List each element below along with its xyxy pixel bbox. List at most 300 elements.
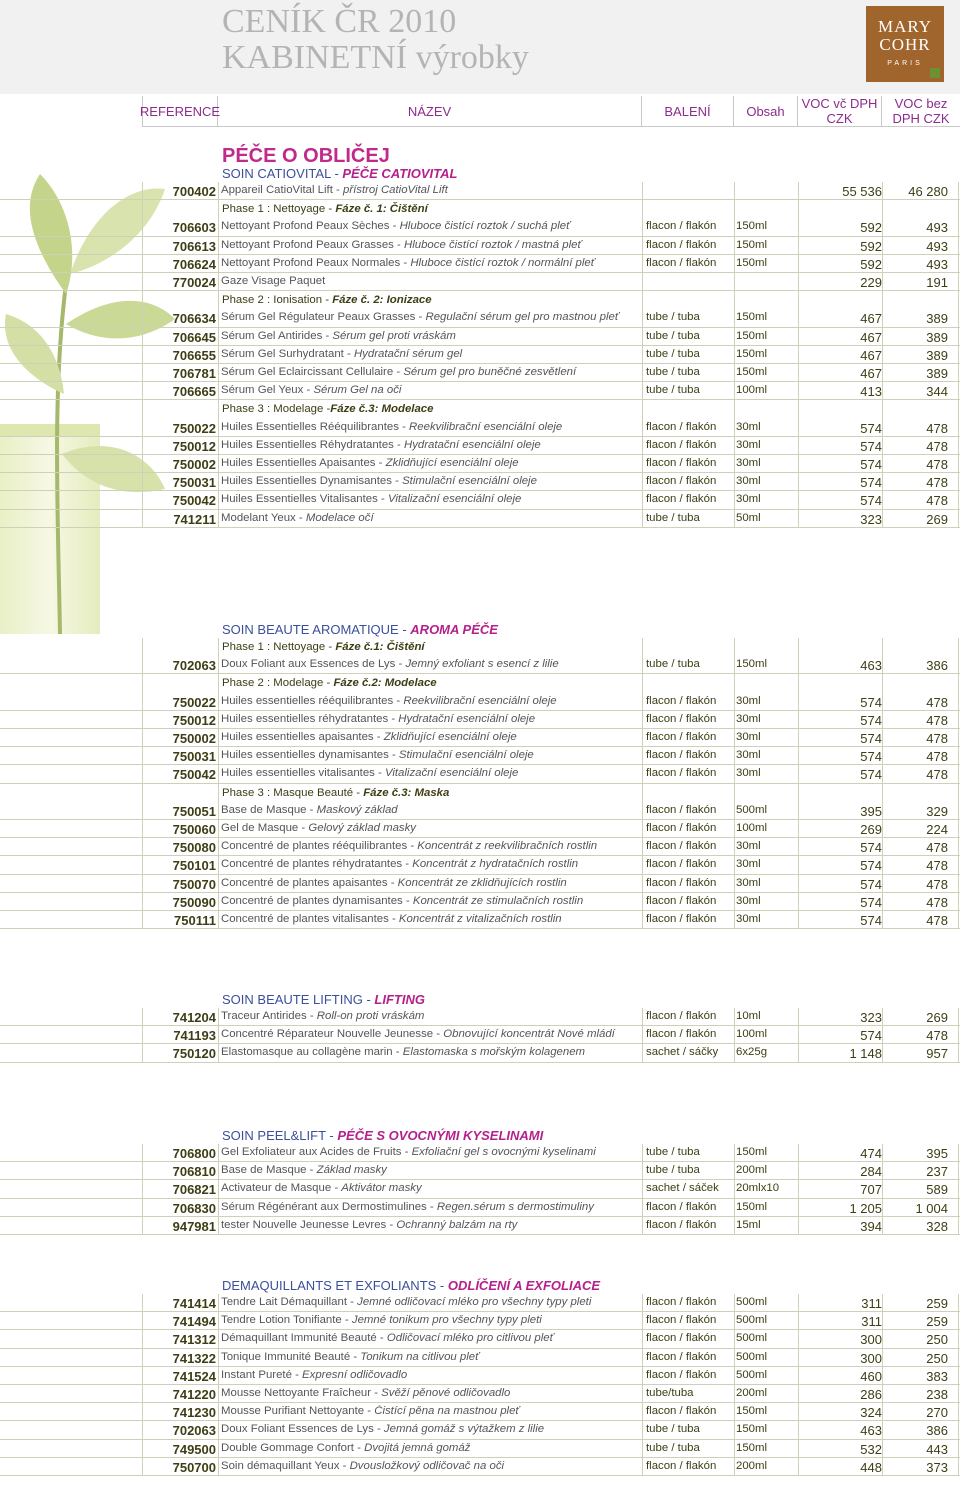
column-rule [734, 182, 735, 528]
pack-cell: flacon / flakón [646, 803, 717, 816]
price-incl-vat-cell: 592 [860, 256, 882, 272]
price-excl-vat-cell: 386 [926, 658, 948, 674]
pack-cell: flacon / flakón [646, 712, 717, 725]
reference-cell: 741220 [172, 1387, 216, 1402]
column-rule [142, 1294, 143, 1476]
price-incl-vat-cell: 574 [860, 438, 882, 454]
table-row [0, 1458, 960, 1476]
price-incl-vat-cell: 592 [860, 220, 882, 236]
pack-cell: flacon / flakón [646, 876, 717, 889]
reference-cell: 750090 [172, 894, 216, 910]
content-cell: 500ml [736, 1314, 768, 1327]
column-rule [218, 1294, 219, 1476]
column-rule [218, 1144, 219, 1235]
pack-cell: flacon / flakón [646, 1010, 717, 1022]
product-name-cell: Instant Pureté - Expresní odličovadlo [221, 1368, 408, 1381]
column-header-voc-excl: VOC bez DPH CZK [892, 96, 950, 126]
column-rule [142, 638, 143, 929]
price-incl-vat-cell: 574 [860, 694, 882, 710]
price-incl-vat-cell: 395 [860, 803, 882, 819]
table-row [0, 1440, 960, 1458]
reference-cell: 750060 [172, 822, 216, 837]
table-row [0, 255, 960, 273]
content-cell: 30ml [736, 731, 761, 743]
product-name-cell: Base de Masque - Maskový základ [221, 803, 398, 816]
price-excl-vat-cell: 191 [926, 275, 948, 290]
reference-cell: 741312 [172, 1332, 216, 1348]
content-cell: 30ml [736, 894, 761, 907]
product-name-cell: Huiles Essentielles Réhydratantes - Hydratační esenciální oleje [221, 438, 541, 451]
section-title: SOIN BEAUTE AROMATIQUE - AROMA PÉČE [222, 622, 498, 637]
pack-cell: flacon / flakón [646, 475, 717, 488]
content-cell: 150ml [736, 366, 768, 378]
product-name-cell: Tendre Lait Démaquillant - Jemné odličovací mléko pro všechny typy pleti [221, 1296, 592, 1308]
reference-cell: 706821 [172, 1182, 216, 1198]
header-divider [142, 126, 960, 127]
pack-cell: flacon / flakón [646, 420, 717, 433]
table-row [0, 1026, 960, 1044]
pack-cell: tube / tuba [646, 1423, 700, 1436]
product-name-cell: Huiles essentielles rééquilibrantes - Reekvilibrační esenciální oleje [221, 694, 557, 707]
content-cell: 150ml [736, 347, 768, 360]
price-excl-vat-cell: 478 [926, 475, 948, 491]
table-row [0, 1421, 960, 1439]
price-excl-vat-cell: 389 [926, 329, 948, 345]
reference-cell: 741204 [172, 1010, 216, 1025]
product-name-cell: Concentré Réparateur Nouvelle Jeunesse - Obnovující koncentrát Nové mládí [221, 1028, 615, 1041]
pack-cell: flacon / flakón [646, 731, 717, 743]
product-name-cell: Sérum Gel Yeux - Sérum Gel na oči [221, 384, 402, 397]
price-incl-vat-cell: 324 [860, 1405, 882, 1421]
pack-cell: tube / tuba [646, 329, 700, 342]
table-row [0, 1367, 960, 1385]
price-excl-vat-cell: 250 [926, 1332, 948, 1348]
column-rule [882, 1294, 883, 1476]
price-excl-vat-cell: 269 [926, 511, 948, 527]
column-rule [798, 1144, 799, 1235]
pack-cell: flacon / flakón [646, 858, 717, 871]
price-excl-vat-cell: 1 004 [915, 1200, 948, 1216]
content-cell: 30ml [736, 712, 761, 725]
price-excl-vat-cell: 478 [926, 876, 948, 892]
page-heading [222, 4, 529, 76]
reference-cell: 706613 [172, 238, 216, 254]
reference-cell: 741230 [172, 1405, 216, 1421]
product-name-cell: Tendre Lotion Tonifiante - Jemné tonikum pro všechny typy pleti [221, 1314, 542, 1327]
table-row [0, 419, 960, 437]
pack-cell: flacon / flakón [646, 438, 717, 451]
column-rule [142, 1144, 143, 1235]
product-name-cell: Doux Foliant aux Essences de Lys - Jemný exfoliant s esencí z lilie [221, 658, 559, 671]
pack-cell: tube / tuba [646, 347, 700, 360]
product-name-cell: Gel de Masque - Gelový základ masky [221, 822, 416, 834]
column-rule [642, 1294, 643, 1476]
price-excl-vat-cell: 589 [926, 1182, 948, 1198]
content-cell: 150ml [736, 658, 768, 671]
price-excl-vat-cell: 478 [926, 913, 948, 928]
reference-cell: 750022 [172, 694, 216, 710]
content-cell: 500ml [736, 1350, 768, 1363]
column-rule [218, 182, 219, 528]
pack-cell: flacon / flakón [646, 1332, 717, 1345]
product-name-cell: Nettoyant Profond Peaux Sèches - Hluboce čistící roztok / suchá pleť [221, 220, 571, 233]
pack-cell: flacon / flakón [646, 822, 717, 834]
table-row [0, 1403, 960, 1421]
column-rule [882, 1008, 883, 1063]
content-cell: 150ml [736, 238, 768, 251]
price-excl-vat-cell: 389 [926, 347, 948, 363]
section-title: SOIN CATIOVITAL - PÉČE CATIOVITAL [222, 166, 458, 181]
price-incl-vat-cell: 574 [860, 493, 882, 509]
pack-cell: flacon / flakón [646, 894, 717, 907]
pack-cell: tube / tuba [646, 366, 700, 378]
product-name-cell: Huiles Essentielles Vitalisantes - Vitalizační esenciální oleje [221, 493, 522, 506]
pack-cell: flacon / flakón [646, 1459, 717, 1472]
reference-cell: 750002 [172, 457, 216, 472]
table-row [0, 309, 960, 327]
price-incl-vat-cell: 574 [860, 420, 882, 436]
table-row [0, 820, 960, 838]
reference-cell: 706800 [172, 1146, 216, 1161]
price-incl-vat-cell: 300 [860, 1332, 882, 1348]
product-name-cell: Sérum Régénérant aux Dermostimulines - Regen.sérum s dermostimuliny [221, 1200, 594, 1213]
content-cell: 30ml [736, 475, 761, 488]
column-rule [734, 638, 735, 929]
content-cell: 30ml [736, 840, 761, 853]
product-name-cell: Huiles Essentielles Rééquilibrantes - Reekvilibrační esenciální oleje [221, 420, 563, 433]
phase-heading: Phase 2 : Ionisation - Fáze č. 2: Ionizace [222, 294, 432, 307]
table-row [0, 237, 960, 255]
pack-cell: flacon / flakón [646, 1350, 717, 1363]
reference-cell: 750031 [172, 475, 216, 491]
reference-cell: 706655 [172, 347, 216, 363]
column-rule [958, 638, 959, 929]
reference-cell: 741524 [172, 1368, 216, 1384]
table-row [0, 1349, 960, 1367]
content-cell: 20mlx10 [736, 1182, 780, 1195]
reference-cell: 706810 [172, 1164, 216, 1180]
table-row [0, 747, 960, 765]
price-incl-vat-cell: 55 536 [842, 184, 882, 199]
price-excl-vat-cell: 373 [926, 1459, 948, 1475]
section-title: DEMAQUILLANTS ET EXFOLIANTS - ODLÍČENÍ A EXFOLIACE [222, 1278, 601, 1293]
content-cell: 6x25g [736, 1046, 768, 1059]
price-incl-vat-cell: 463 [860, 658, 882, 674]
price-incl-vat-cell: 467 [860, 329, 882, 345]
reference-cell: 706645 [172, 329, 216, 345]
content-cell: 500ml [736, 803, 768, 816]
column-rule [142, 1008, 143, 1063]
content-cell: 500ml [736, 1296, 768, 1308]
column-header-name: NÁZEV [218, 96, 642, 126]
reference-cell: 947981 [172, 1218, 216, 1234]
pack-cell: flacon / flakón [646, 767, 717, 780]
product-name-cell: Huiles Essentielles Dynamisantes - Stimulační esenciální oleje [221, 475, 537, 488]
reference-cell: 702063 [172, 1423, 216, 1439]
price-excl-vat-cell: 46 280 [908, 184, 948, 199]
section-title: SOIN BEAUTE LIFTING - LIFTING [222, 992, 425, 1007]
content-cell: 50ml [736, 511, 761, 524]
column-rule [798, 1294, 799, 1476]
price-incl-vat-cell: 467 [860, 311, 882, 327]
table-row [0, 273, 960, 291]
price-excl-vat-cell: 259 [926, 1296, 948, 1311]
content-cell: 30ml [736, 767, 761, 780]
product-name-cell: Concentré de plantes réhydratantes - Koncentrát z hydratačních rostlin [221, 858, 579, 871]
page-title: PÉČE O OBLIČEJ [222, 145, 390, 167]
table-row [0, 1330, 960, 1348]
price-excl-vat-cell: 478 [926, 894, 948, 910]
heading-line-1: CENÍK ČR 2010 [222, 3, 457, 40]
table-row [0, 911, 960, 929]
price-excl-vat-cell: 957 [926, 1046, 948, 1062]
price-excl-vat-cell: 478 [926, 438, 948, 454]
reference-cell: 706781 [172, 366, 216, 381]
price-excl-vat-cell: 493 [926, 238, 948, 254]
product-name-cell: Huiles essentielles dynamisantes - Stimulační esenciální oleje [221, 749, 534, 762]
column-rule [882, 638, 883, 929]
column-rule [958, 1294, 959, 1476]
product-name-cell: Nettoyant Profond Peaux Normales - Hluboce čistící roztok / normální pleť [221, 256, 595, 269]
table-row [0, 1144, 960, 1162]
pack-cell: flacon / flakón [646, 493, 717, 506]
price-incl-vat-cell: 284 [860, 1164, 882, 1180]
price-incl-vat-cell: 323 [860, 1010, 882, 1025]
pack-cell: flacon / flakón [646, 749, 717, 762]
reference-cell: 750002 [172, 731, 216, 746]
pack-cell: flacon / flakón [646, 1405, 717, 1418]
column-rule [218, 1008, 219, 1063]
pack-cell: flacon / flakón [646, 256, 717, 269]
pack-cell: tube / tuba [646, 311, 700, 324]
price-incl-vat-cell: 413 [860, 384, 882, 400]
pack-cell: flacon / flakón [646, 1200, 717, 1213]
content-cell: 150ml [736, 1423, 768, 1436]
table-row [0, 802, 960, 820]
price-excl-vat-cell: 328 [926, 1218, 948, 1234]
product-name-cell: Elastomasque au collagène marin - Elastomaska s mořským kolagenem [221, 1046, 586, 1059]
table-row [0, 729, 960, 747]
reference-cell: 706665 [172, 384, 216, 400]
reference-cell: 770024 [172, 275, 216, 290]
price-incl-vat-cell: 707 [860, 1182, 882, 1198]
column-rule [642, 182, 643, 528]
price-incl-vat-cell: 574 [860, 712, 882, 728]
price-excl-vat-cell: 344 [926, 384, 948, 400]
price-incl-vat-cell: 311 [861, 1296, 882, 1311]
product-name-cell: Activateur de Masque - Aktivátor masky [221, 1182, 422, 1195]
logo-square-icon [930, 68, 940, 78]
price-excl-vat-cell: 270 [926, 1405, 948, 1421]
table-row [0, 1294, 960, 1312]
reference-cell: 750080 [172, 840, 216, 856]
column-rule [798, 638, 799, 929]
price-excl-vat-cell: 395 [926, 1146, 948, 1161]
phase-heading: Phase 3 : Masque Beauté - Fáze č.3: Maska [222, 786, 450, 799]
price-incl-vat-cell: 592 [860, 238, 882, 254]
price-excl-vat-cell: 478 [926, 749, 948, 765]
price-excl-vat-cell: 259 [926, 1314, 948, 1330]
product-name-cell: Sérum Gel Eclaircissant Cellulaire - Sérum gel pro buněčné zesvětlení [221, 366, 577, 378]
content-cell: 150ml [736, 220, 768, 233]
column-rule [958, 182, 959, 528]
product-name-cell: Concentré de plantes vitalisantes - Koncentrát z vitalizačních rostlin [221, 913, 562, 925]
reference-cell: 702063 [172, 658, 216, 674]
product-name-cell: Tonique Immunité Beauté - Tonikum na citlivou pleť [221, 1350, 480, 1363]
price-incl-vat-cell: 311 [861, 1314, 882, 1330]
table-row [0, 382, 960, 400]
product-name-cell: Modelant Yeux - Modelace očí [221, 511, 374, 524]
product-name-cell: Appareil CatioVital Lift - přístroj CatioVital Lift [221, 184, 448, 196]
price-incl-vat-cell: 574 [860, 858, 882, 874]
product-name-cell: Mousse Nettoyante Fraîcheur - Svěží pěnové odličovadlo [221, 1387, 511, 1399]
reference-cell: 749500 [172, 1441, 216, 1457]
reference-cell: 750031 [172, 749, 216, 765]
column-rule [734, 1294, 735, 1476]
reference-cell: 750022 [172, 420, 216, 436]
product-name-cell: Concentré de plantes apaisantes - Koncentrát ze zklidňujících rostlin [221, 876, 567, 889]
reference-cell: 750101 [172, 858, 216, 874]
reference-cell: 750070 [172, 876, 216, 892]
product-name-cell: Huiles Essentielles Apaisantes - Zklidňující esenciální oleje [221, 457, 519, 469]
price-excl-vat-cell: 389 [926, 366, 948, 381]
pack-cell: flacon / flakón [646, 220, 717, 233]
table-row [0, 875, 960, 893]
price-incl-vat-cell: 1 148 [849, 1046, 882, 1062]
price-incl-vat-cell: 574 [860, 731, 882, 746]
product-name-cell: Concentré de plantes rééquilibrantes - Koncentrát z reekvilibračních rostlin [221, 840, 598, 853]
product-name-cell: Huiles essentielles vitalisantes - Vitalizační esenciální oleje [221, 767, 519, 780]
column-header-pack: BALENÍ [642, 96, 734, 126]
price-incl-vat-cell: 574 [860, 767, 882, 783]
price-incl-vat-cell: 229 [860, 275, 882, 290]
phase-heading: Phase 1 : Nettoyage - Fáze č. 1: Čištění [222, 203, 428, 216]
column-rule [958, 1008, 959, 1063]
content-cell: 150ml [736, 329, 768, 342]
product-name-cell: Concentré de plantes dynamisantes - Koncentrát ze stimulačních rostlin [221, 894, 584, 907]
table-row [0, 455, 960, 473]
table-row [0, 1162, 960, 1180]
pack-cell: sachet / sáčky [646, 1046, 719, 1059]
table-row [0, 328, 960, 346]
content-cell: 100ml [736, 822, 768, 834]
pack-cell: flacon / flakón [646, 694, 717, 707]
price-excl-vat-cell: 478 [926, 858, 948, 874]
price-excl-vat-cell: 478 [926, 1028, 948, 1044]
reference-cell: 741211 [173, 511, 216, 527]
price-incl-vat-cell: 467 [860, 366, 882, 381]
content-cell: 30ml [736, 749, 761, 762]
price-excl-vat-cell: 478 [926, 694, 948, 710]
reference-cell: 750042 [172, 767, 216, 783]
price-excl-vat-cell: 443 [926, 1441, 948, 1457]
price-incl-vat-cell: 574 [860, 475, 882, 491]
price-excl-vat-cell: 478 [926, 457, 948, 472]
product-name-cell: Huiles essentielles apaisantes - Zklidňující esenciální oleje [221, 731, 517, 743]
product-name-cell: Nettoyant Profond Peaux Grasses - Hluboce čistící roztok / mastná pleť [221, 238, 582, 251]
reference-cell: 706624 [172, 256, 216, 272]
column-rule [798, 1008, 799, 1063]
reference-cell: 706830 [172, 1200, 216, 1216]
column-rule [798, 182, 799, 528]
brand-logo: MARY COHR PARIS [866, 6, 944, 82]
table-row [0, 364, 960, 382]
price-excl-vat-cell: 493 [926, 220, 948, 236]
pack-cell: flacon / flakón [646, 1218, 717, 1231]
reference-cell: 706634 [172, 311, 216, 327]
product-name-cell: Doux Foliant Essences de Lys - Jemná gomáž s výtažkem z lilie [221, 1423, 545, 1436]
pack-cell: tube / tuba [646, 1146, 700, 1158]
reference-cell: 750012 [172, 712, 216, 728]
price-excl-vat-cell: 269 [926, 1010, 948, 1025]
phase-heading: Phase 3 : Modelage -Fáze č.3: Modelace [222, 403, 434, 416]
column-rule [218, 638, 219, 929]
price-incl-vat-cell: 574 [860, 913, 882, 928]
pack-cell: tube / tuba [646, 511, 700, 524]
content-cell: 30ml [736, 438, 761, 451]
content-cell: 30ml [736, 420, 761, 433]
phase-heading: Phase 2 : Modelage - Fáze č.2: Modelace [222, 677, 437, 690]
content-cell: 15ml [736, 1218, 761, 1231]
price-excl-vat-cell: 478 [926, 767, 948, 783]
table-row [0, 437, 960, 455]
price-incl-vat-cell: 300 [860, 1350, 882, 1366]
pack-cell: flacon / flakón [646, 238, 717, 251]
section-title: SOIN PEEL&LIFT - PÉČE S OVOCNÝMI KYSELINAMI [222, 1128, 544, 1143]
column-rule [882, 1144, 883, 1235]
reference-cell: 750012 [172, 438, 216, 454]
content-cell: 500ml [736, 1332, 768, 1345]
content-cell: 100ml [736, 384, 768, 397]
content-cell: 30ml [736, 913, 761, 925]
table-row [0, 1217, 960, 1235]
product-name-cell: Double Gommage Confort - Dvojitá jemná gomáž [221, 1441, 471, 1454]
table-row [0, 1008, 960, 1026]
price-incl-vat-cell: 532 [860, 1441, 882, 1457]
content-cell: 150ml [736, 1146, 768, 1158]
content-cell: 30ml [736, 493, 761, 506]
reference-cell: 741322 [172, 1350, 216, 1366]
table-row [0, 1199, 960, 1217]
price-excl-vat-cell: 224 [926, 822, 948, 837]
price-incl-vat-cell: 574 [860, 876, 882, 892]
column-header-reference: REFERENCE [142, 96, 218, 126]
pack-cell: tube / tuba [646, 384, 700, 397]
reference-cell: 741414 [172, 1296, 216, 1311]
price-excl-vat-cell: 329 [926, 803, 948, 819]
phase-heading: Phase 1 : Nettoyage - Fáze č.1: Čištění [222, 641, 425, 653]
content-cell: 150ml [736, 311, 768, 324]
table-row [0, 182, 960, 200]
product-name-cell: Sérum Gel Régulateur Peaux Grasses - Regulační sérum gel pro mastnou pleť [221, 311, 619, 324]
content-cell: 200ml [736, 1164, 768, 1177]
table-row [0, 473, 960, 491]
price-excl-vat-cell: 238 [926, 1387, 948, 1402]
content-cell: 200ml [736, 1387, 768, 1399]
product-name-cell: Huiles essentielles réhydratantes - Hydratační esenciální oleje [221, 712, 536, 725]
product-name-cell: tester Nouvelle Jeunesse Levres - Ochranný balzám na rty [221, 1218, 518, 1231]
table-row [0, 346, 960, 364]
column-rule [958, 1144, 959, 1235]
content-cell: 150ml [736, 1200, 768, 1213]
price-incl-vat-cell: 474 [860, 1146, 882, 1161]
price-incl-vat-cell: 323 [860, 511, 882, 527]
table-row [0, 711, 960, 729]
price-incl-vat-cell: 286 [860, 1387, 882, 1402]
price-incl-vat-cell: 269 [860, 822, 882, 837]
content-cell: 150ml [736, 1441, 768, 1454]
content-cell: 200ml [736, 1459, 768, 1472]
